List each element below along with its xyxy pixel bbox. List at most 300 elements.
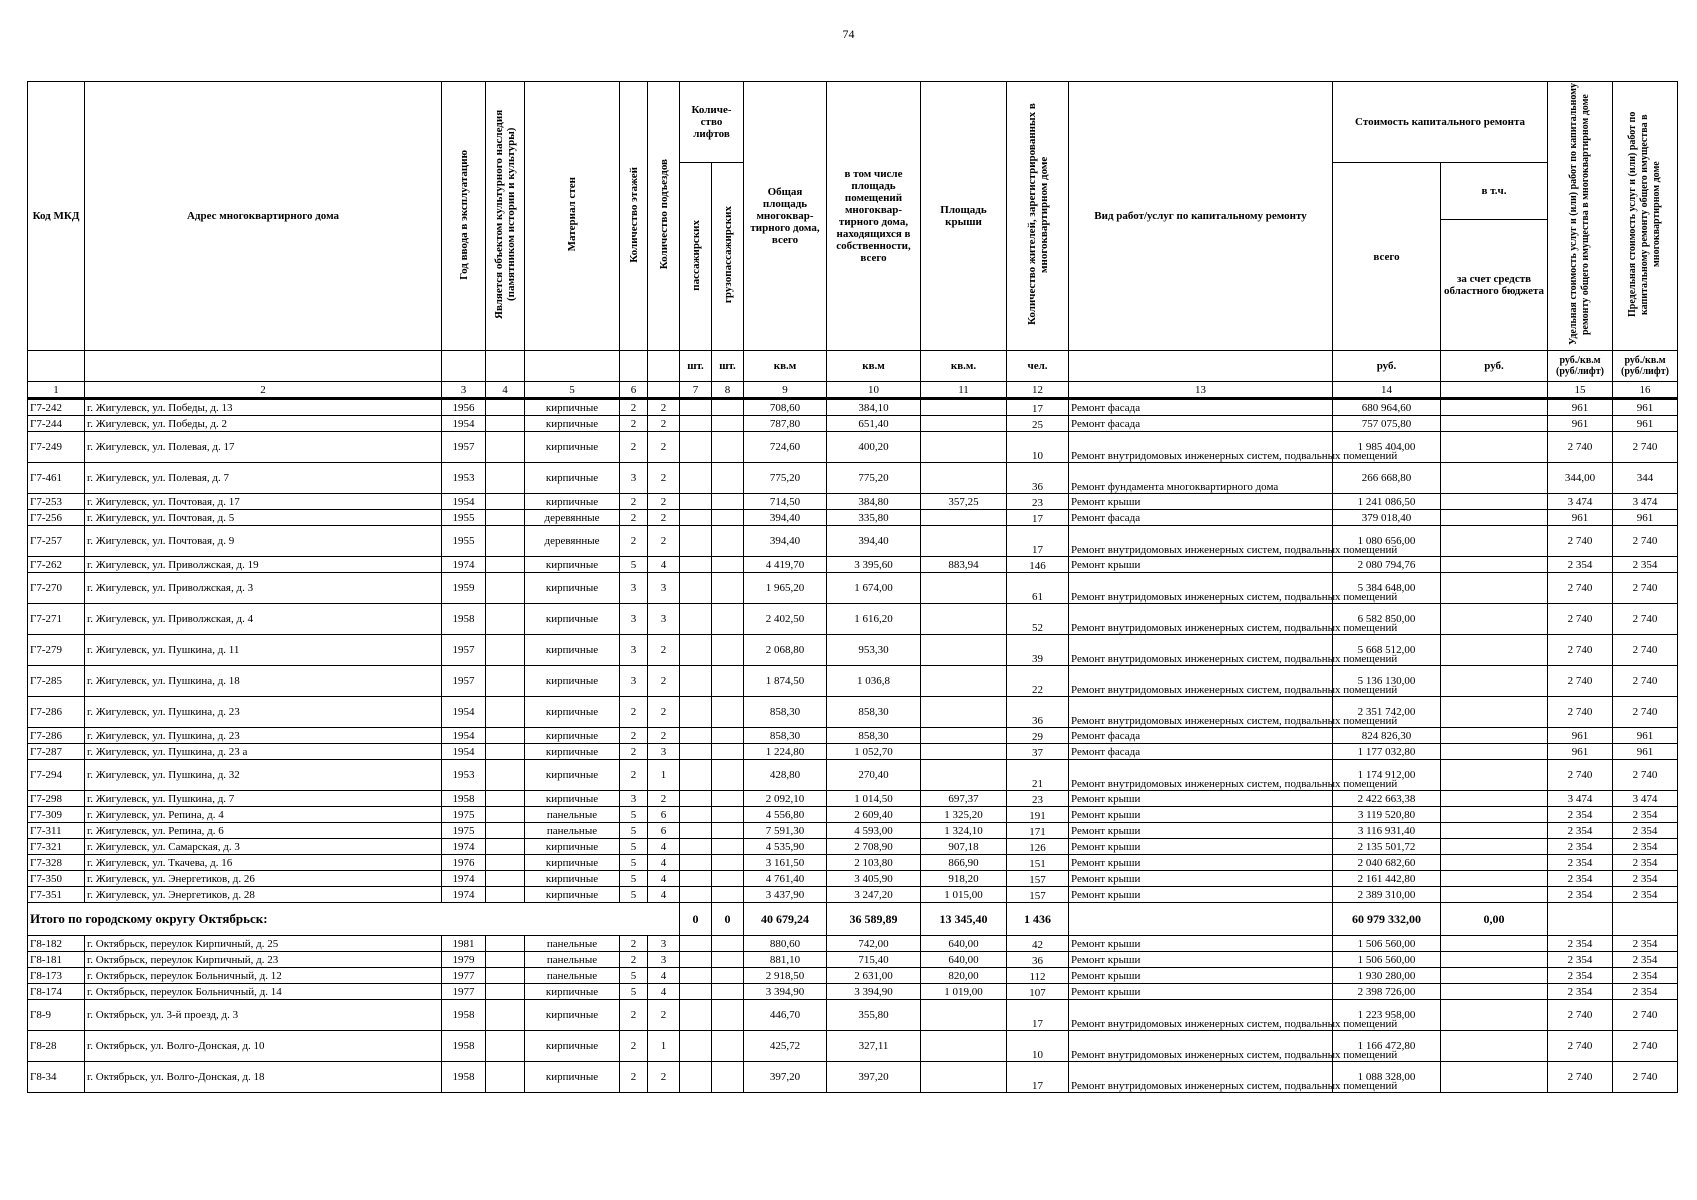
cell-cost: 5 384 648,00 <box>1333 573 1441 604</box>
cell-max-cost: 2 354 <box>1613 887 1678 903</box>
cell-max-cost: 2 354 <box>1613 984 1678 1000</box>
cell-entrances: 4 <box>648 968 680 984</box>
cell-max-cost: 2 740 <box>1613 697 1678 728</box>
cell-roof-area: 1 324,10 <box>921 823 1007 839</box>
cell-regional <box>1441 432 1548 463</box>
cell-cost: 2 422 663,38 <box>1333 791 1441 807</box>
cell-year: 1975 <box>442 823 486 839</box>
cell-address: г. Жигулевск, ул. Почтовая, д. 5 <box>85 510 442 526</box>
cell-year: 1958 <box>442 1062 486 1093</box>
cell-year: 1979 <box>442 952 486 968</box>
cell-owned-area: 394,40 <box>827 526 921 557</box>
cell-material: кирпичные <box>525 1031 620 1062</box>
cell-unit-cost: 2 740 <box>1548 432 1613 463</box>
cell-total-area: 397,20 <box>744 1062 827 1093</box>
cell-year: 1975 <box>442 807 486 823</box>
cell-max-cost: 2 354 <box>1613 871 1678 887</box>
cell-owned-area: 3 247,20 <box>827 887 921 903</box>
cell-work-type: Ремонт крыши <box>1069 839 1333 855</box>
cell-cost: 2 389 310,00 <box>1333 887 1441 903</box>
cell-residents: 17 <box>1007 1000 1069 1031</box>
cell-floors: 3 <box>620 573 648 604</box>
cell-cost: 1 241 086,50 <box>1333 494 1441 510</box>
cell-unit-cost: 2 740 <box>1548 1062 1613 1093</box>
column-number <box>1441 382 1548 399</box>
cell-material: панельные <box>525 823 620 839</box>
cell-residents: 146 <box>1007 557 1069 573</box>
cell-roof-area <box>921 635 1007 666</box>
cell-regional <box>1441 839 1548 855</box>
cell-lifts-pass <box>680 871 712 887</box>
cell-lifts-cargo <box>712 573 744 604</box>
cell-kod: Г7-270 <box>28 573 85 604</box>
cell-regional <box>1441 871 1548 887</box>
cell-entrances: 2 <box>648 494 680 510</box>
cell-entrances: 4 <box>648 984 680 1000</box>
cell-kod: Г7-311 <box>28 823 85 839</box>
cell-lifts-cargo <box>712 1062 744 1093</box>
cell-floors: 2 <box>620 1062 648 1093</box>
cell-regional <box>1441 510 1548 526</box>
cell-unit-cost: 961 <box>1548 744 1613 760</box>
cell-year: 1977 <box>442 984 486 1000</box>
cell-heritage <box>486 494 525 510</box>
cell-unit-cost: 2 740 <box>1548 760 1613 791</box>
cell-material: кирпичные <box>525 1062 620 1093</box>
cell-year: 1977 <box>442 968 486 984</box>
cell-owned-area: 858,30 <box>827 697 921 728</box>
cell-unit-cost: 344,00 <box>1548 463 1613 494</box>
table-row <box>28 791 1678 807</box>
table-row <box>28 510 1678 526</box>
cell-residents: 23 <box>1007 494 1069 510</box>
cell-roof-area <box>921 728 1007 744</box>
unit-sqm: кв.м <box>744 351 827 382</box>
cell-address: г. Жигулевск, ул. Приволжская, д. 4 <box>85 604 442 635</box>
col-cost-group: Стоимость капитального ремонта <box>1333 82 1548 163</box>
col-incl: в т.ч. <box>1441 163 1548 220</box>
cell-lifts-pass <box>680 1031 712 1062</box>
cell-regional <box>1441 573 1548 604</box>
table-row <box>28 871 1678 887</box>
cell-heritage <box>486 635 525 666</box>
cell-kod: Г7-279 <box>28 635 85 666</box>
cell-roof-area <box>921 744 1007 760</box>
cell-floors: 3 <box>620 666 648 697</box>
cell-kod: Г8-174 <box>28 984 85 1000</box>
cell-lifts-pass <box>680 952 712 968</box>
cell-address: г. Жигулевск, ул. Самарская, д. 3 <box>85 839 442 855</box>
cell-address: г. Жигулевск, ул. Репина, д. 6 <box>85 823 442 839</box>
cell-lifts-cargo <box>712 1000 744 1031</box>
cell-lifts-cargo <box>712 526 744 557</box>
cell-unit-cost: 2 354 <box>1548 968 1613 984</box>
cell-year: 1955 <box>442 510 486 526</box>
cell-owned-area: 384,10 <box>827 399 921 416</box>
cell-address: г. Жигулевск, ул. Пушкина, д. 7 <box>85 791 442 807</box>
cell-lifts-pass <box>680 635 712 666</box>
cell-year: 1958 <box>442 1000 486 1031</box>
cell-material: кирпичные <box>525 839 620 855</box>
column-number: 4 <box>486 382 525 399</box>
column-number: 9 <box>744 382 827 399</box>
cell-kod: Г7-242 <box>28 399 85 416</box>
cell-entrances: 3 <box>648 744 680 760</box>
cell-material: кирпичные <box>525 871 620 887</box>
cell-floors: 2 <box>620 697 648 728</box>
cell-unit-cost: 2 354 <box>1548 871 1613 887</box>
cell-residents: 21 <box>1007 760 1069 791</box>
col-lifts-cargo: грузопассажирских <box>712 163 744 351</box>
cell-kod: Г8-28 <box>28 1031 85 1062</box>
cell-lifts-pass <box>680 666 712 697</box>
unit-sqm: кв.м <box>827 351 921 382</box>
table-row <box>28 494 1678 510</box>
cell-owned-area: 3 395,60 <box>827 557 921 573</box>
cell-floors: 2 <box>620 952 648 968</box>
cell-address: г. Жигулевск, ул. Энергетиков, д. 26 <box>85 871 442 887</box>
cell-lifts-pass <box>680 760 712 791</box>
col-work-type: Вид работ/услуг по капитальному ремонту <box>1069 82 1333 351</box>
cell-residents: 17 <box>1007 399 1069 416</box>
cell-lifts-pass <box>680 807 712 823</box>
cell-lifts-cargo <box>712 697 744 728</box>
cell-work-type: Ремонт внутридомовых инженерных систем, подвальных помещений <box>1069 1062 1333 1093</box>
cell-kod: Г7-253 <box>28 494 85 510</box>
cell-work-type: Ремонт крыши <box>1069 984 1333 1000</box>
cell-kod: Г7-262 <box>28 557 85 573</box>
cell-heritage <box>486 1062 525 1093</box>
cell-lifts-pass <box>680 557 712 573</box>
cell-material: кирпичные <box>525 635 620 666</box>
cell-lifts-cargo <box>712 416 744 432</box>
cell-cost: 2 161 442,80 <box>1333 871 1441 887</box>
cell-year: 1976 <box>442 855 486 871</box>
repair-table <box>27 81 1678 1093</box>
cell-unit-cost: 2 740 <box>1548 635 1613 666</box>
cell-heritage <box>486 1031 525 1062</box>
cell-lifts-cargo <box>712 871 744 887</box>
cell-residents: 42 <box>1007 936 1069 952</box>
cell-year: 1974 <box>442 871 486 887</box>
cell-address: г. Жигулевск, ул. Полевая, д. 7 <box>85 463 442 494</box>
column-number: 16 <box>1613 382 1678 399</box>
cell-year: 1955 <box>442 526 486 557</box>
cell-total-area: 708,60 <box>744 399 827 416</box>
cell-floors: 3 <box>620 635 648 666</box>
table-row <box>28 432 1678 463</box>
cell-owned-area: 1 036,8 <box>827 666 921 697</box>
cell-total-area: 881,10 <box>744 952 827 968</box>
cell-cost: 1 088 328,00 <box>1333 1062 1441 1093</box>
cell-floors: 3 <box>620 604 648 635</box>
cell-lifts-pass <box>680 494 712 510</box>
cell-residents: 10 <box>1007 432 1069 463</box>
cell-material: кирпичные <box>525 887 620 903</box>
cell-total-area: 1 874,50 <box>744 666 827 697</box>
cell-material: кирпичные <box>525 728 620 744</box>
total-lifts-pass: 0 <box>680 903 712 936</box>
cell-material: кирпичные <box>525 760 620 791</box>
cell-lifts-pass <box>680 573 712 604</box>
cell-floors: 5 <box>620 807 648 823</box>
cell-material: кирпичные <box>525 697 620 728</box>
cell-entrances: 3 <box>648 936 680 952</box>
cell-lifts-pass <box>680 728 712 744</box>
cell-regional <box>1441 635 1548 666</box>
cell-entrances: 2 <box>648 526 680 557</box>
cell-cost: 2 398 726,00 <box>1333 984 1441 1000</box>
cell-entrances: 2 <box>648 463 680 494</box>
cell-regional <box>1441 604 1548 635</box>
cell-work-type: Ремонт крыши <box>1069 791 1333 807</box>
cell-entrances: 2 <box>648 697 680 728</box>
cell-owned-area: 1 014,50 <box>827 791 921 807</box>
column-numbers-row <box>28 382 1678 399</box>
cell-regional <box>1441 526 1548 557</box>
cell-lifts-cargo <box>712 807 744 823</box>
cell-lifts-cargo <box>712 494 744 510</box>
cell-floors: 2 <box>620 432 648 463</box>
cell-max-cost: 2 354 <box>1613 952 1678 968</box>
cell-max-cost: 2 354 <box>1613 855 1678 871</box>
cell-owned-area: 1 674,00 <box>827 573 921 604</box>
cell-unit-cost: 2 740 <box>1548 526 1613 557</box>
cell-unit-cost: 2 740 <box>1548 604 1613 635</box>
cell-roof-area <box>921 399 1007 416</box>
cell-residents: 191 <box>1007 807 1069 823</box>
cell-max-cost: 961 <box>1613 416 1678 432</box>
cell-kod: Г7-461 <box>28 463 85 494</box>
cell-unit-cost: 961 <box>1548 416 1613 432</box>
cell-total-area: 2 068,80 <box>744 635 827 666</box>
table-row <box>28 855 1678 871</box>
cell-work-type: Ремонт внутридомовых инженерных систем, подвальных помещений <box>1069 1000 1333 1031</box>
cell-lifts-pass <box>680 526 712 557</box>
cell-floors: 2 <box>620 494 648 510</box>
cell-owned-area: 3 394,90 <box>827 984 921 1000</box>
cell-max-cost: 961 <box>1613 399 1678 416</box>
table-row <box>28 728 1678 744</box>
cell-lifts-pass <box>680 823 712 839</box>
cell-max-cost: 2 354 <box>1613 807 1678 823</box>
cell-heritage <box>486 604 525 635</box>
cell-work-type: Ремонт фасада <box>1069 416 1333 432</box>
cell-entrances: 2 <box>648 1062 680 1093</box>
cell-kod: Г8-173 <box>28 968 85 984</box>
cell-kod: Г7-244 <box>28 416 85 432</box>
cell-entrances: 2 <box>648 635 680 666</box>
cell-lifts-pass <box>680 604 712 635</box>
cell-heritage <box>486 1000 525 1031</box>
cell-entrances: 6 <box>648 807 680 823</box>
cell-owned-area: 2 103,80 <box>827 855 921 871</box>
cell-owned-area: 384,80 <box>827 494 921 510</box>
cell-cost: 5 668 512,00 <box>1333 635 1441 666</box>
cell-cost: 2 040 682,60 <box>1333 855 1441 871</box>
cell-work-type: Ремонт внутридомовых инженерных систем, подвальных помещений <box>1069 432 1333 463</box>
cell-residents: 25 <box>1007 416 1069 432</box>
cell-owned-area: 742,00 <box>827 936 921 952</box>
cell-owned-area: 715,40 <box>827 952 921 968</box>
cell-cost: 1 985 404,00 <box>1333 432 1441 463</box>
cell-unit-cost: 3 474 <box>1548 494 1613 510</box>
cell-unit-cost: 961 <box>1548 728 1613 744</box>
cell-cost: 3 119 520,80 <box>1333 807 1441 823</box>
cell-total-area: 425,72 <box>744 1031 827 1062</box>
cell-address: г. Октябрьск, переулок Больничный, д. 12 <box>85 968 442 984</box>
cell-address: г. Жигулевск, ул. Пушкина, д. 18 <box>85 666 442 697</box>
cell-unit-cost: 2 354 <box>1548 839 1613 855</box>
cell-lifts-pass <box>680 1062 712 1093</box>
cell-total-area: 446,70 <box>744 1000 827 1031</box>
cell-kod: Г7-298 <box>28 791 85 807</box>
cell-entrances: 2 <box>648 510 680 526</box>
cell-regional <box>1441 463 1548 494</box>
cell-kod: Г7-328 <box>28 855 85 871</box>
cell-work-type: Ремонт крыши <box>1069 494 1333 510</box>
cell-material: кирпичные <box>525 494 620 510</box>
col-unit-cost: Удельная стоимость услуг и (или) работ по капитальному ремонту общего имущества в многоквартирном доме <box>1548 82 1613 351</box>
cell-floors: 5 <box>620 968 648 984</box>
cell-roof-area <box>921 1031 1007 1062</box>
cell-year: 1953 <box>442 463 486 494</box>
col-lifts-pass: пассажирских <box>680 163 712 351</box>
cell-entrances: 2 <box>648 399 680 416</box>
cell-total-area: 880,60 <box>744 936 827 952</box>
cell-unit-cost: 961 <box>1548 510 1613 526</box>
cell-residents: 107 <box>1007 984 1069 1000</box>
unit-rub-sqm: руб./кв.м (руб/лифт) <box>1548 351 1613 382</box>
cell-kod: Г7-351 <box>28 887 85 903</box>
cell-residents: 157 <box>1007 871 1069 887</box>
cell-floors: 5 <box>620 984 648 1000</box>
cell-entrances: 2 <box>648 432 680 463</box>
cell-roof-area: 820,00 <box>921 968 1007 984</box>
cell-total-area: 3 437,90 <box>744 887 827 903</box>
cell-year: 1956 <box>442 399 486 416</box>
cell-cost: 1 506 560,00 <box>1333 952 1441 968</box>
cell-total-area: 787,80 <box>744 416 827 432</box>
cell-heritage <box>486 744 525 760</box>
cell-year: 1957 <box>442 432 486 463</box>
cell-unit-cost: 3 474 <box>1548 791 1613 807</box>
cell-lifts-cargo <box>712 984 744 1000</box>
cell-regional <box>1441 807 1548 823</box>
cell-roof-area: 697,37 <box>921 791 1007 807</box>
cell-owned-area: 1 616,20 <box>827 604 921 635</box>
cell-year: 1974 <box>442 557 486 573</box>
cell-address: г. Октябрьск, ул. Волго-Донская, д. 18 <box>85 1062 442 1093</box>
cell-lifts-pass <box>680 887 712 903</box>
table-row <box>28 744 1678 760</box>
cell-heritage <box>486 666 525 697</box>
cell-lifts-pass <box>680 855 712 871</box>
column-number: 3 <box>442 382 486 399</box>
cell-floors: 5 <box>620 871 648 887</box>
cell-year: 1957 <box>442 666 486 697</box>
cell-residents: 36 <box>1007 463 1069 494</box>
table-row <box>28 984 1678 1000</box>
cell-max-cost: 2 740 <box>1613 666 1678 697</box>
cell-heritage <box>486 839 525 855</box>
cell-residents: 17 <box>1007 526 1069 557</box>
cell-address: г. Жигулевск, ул. Энергетиков, д. 28 <box>85 887 442 903</box>
cell-max-cost: 2 354 <box>1613 839 1678 855</box>
cell-roof-area <box>921 573 1007 604</box>
cell-lifts-cargo <box>712 823 744 839</box>
cell-max-cost: 2 740 <box>1613 1062 1678 1093</box>
cell-work-type: Ремонт крыши <box>1069 871 1333 887</box>
cell-roof-area: 1 015,00 <box>921 887 1007 903</box>
cell-kod: Г7-256 <box>28 510 85 526</box>
cell-max-cost: 2 740 <box>1613 760 1678 791</box>
cell-material: панельные <box>525 968 620 984</box>
cell-cost: 1 223 958,00 <box>1333 1000 1441 1031</box>
cell-total-area: 3 161,50 <box>744 855 827 871</box>
cell-work-type: Ремонт крыши <box>1069 887 1333 903</box>
cell-residents: 37 <box>1007 744 1069 760</box>
cell-heritage <box>486 432 525 463</box>
cell-entrances: 2 <box>648 728 680 744</box>
cell-cost: 1 174 912,00 <box>1333 760 1441 791</box>
cell-owned-area: 4 593,00 <box>827 823 921 839</box>
cell-unit-cost: 2 354 <box>1548 936 1613 952</box>
cell-roof-area: 883,94 <box>921 557 1007 573</box>
cell-residents: 112 <box>1007 968 1069 984</box>
cell-max-cost: 2 354 <box>1613 936 1678 952</box>
cell-year: 1958 <box>442 791 486 807</box>
cell-floors: 5 <box>620 823 648 839</box>
cell-heritage <box>486 791 525 807</box>
cell-floors: 2 <box>620 728 648 744</box>
cell-work-type: Ремонт крыши <box>1069 952 1333 968</box>
cell-roof-area: 640,00 <box>921 936 1007 952</box>
cell-roof-area <box>921 432 1007 463</box>
cell-lifts-pass <box>680 936 712 952</box>
cell-owned-area: 3 405,90 <box>827 871 921 887</box>
cell-residents: 126 <box>1007 839 1069 855</box>
total-residents: 1 436 <box>1007 903 1069 936</box>
cell-residents: 171 <box>1007 823 1069 839</box>
cell-total-area: 428,80 <box>744 760 827 791</box>
cell-material: кирпичные <box>525 744 620 760</box>
cell-residents: 39 <box>1007 635 1069 666</box>
cell-heritage <box>486 936 525 952</box>
col-address: Адрес многоквартирного дома <box>85 82 442 351</box>
cell-kod: Г7-257 <box>28 526 85 557</box>
column-number: 14 <box>1333 382 1441 399</box>
cell-owned-area: 327,11 <box>827 1031 921 1062</box>
cell-material: кирпичные <box>525 416 620 432</box>
table-row <box>28 399 1678 416</box>
cell-lifts-cargo <box>712 760 744 791</box>
table-row <box>28 807 1678 823</box>
cell-heritage <box>486 573 525 604</box>
cell-total-area: 724,60 <box>744 432 827 463</box>
total-label: Итого по городскому округу Октябрьск: <box>28 903 680 936</box>
cell-max-cost: 2 354 <box>1613 823 1678 839</box>
total-row <box>28 903 1678 936</box>
cell-roof-area <box>921 416 1007 432</box>
cell-lifts-pass <box>680 463 712 494</box>
cell-floors: 5 <box>620 557 648 573</box>
cell-kod: Г7-249 <box>28 432 85 463</box>
cell-year: 1953 <box>442 760 486 791</box>
cell-address: г. Жигулевск, ул. Приволжская, д. 19 <box>85 557 442 573</box>
cell-material: кирпичные <box>525 557 620 573</box>
cell-work-type: Ремонт фасада <box>1069 399 1333 416</box>
